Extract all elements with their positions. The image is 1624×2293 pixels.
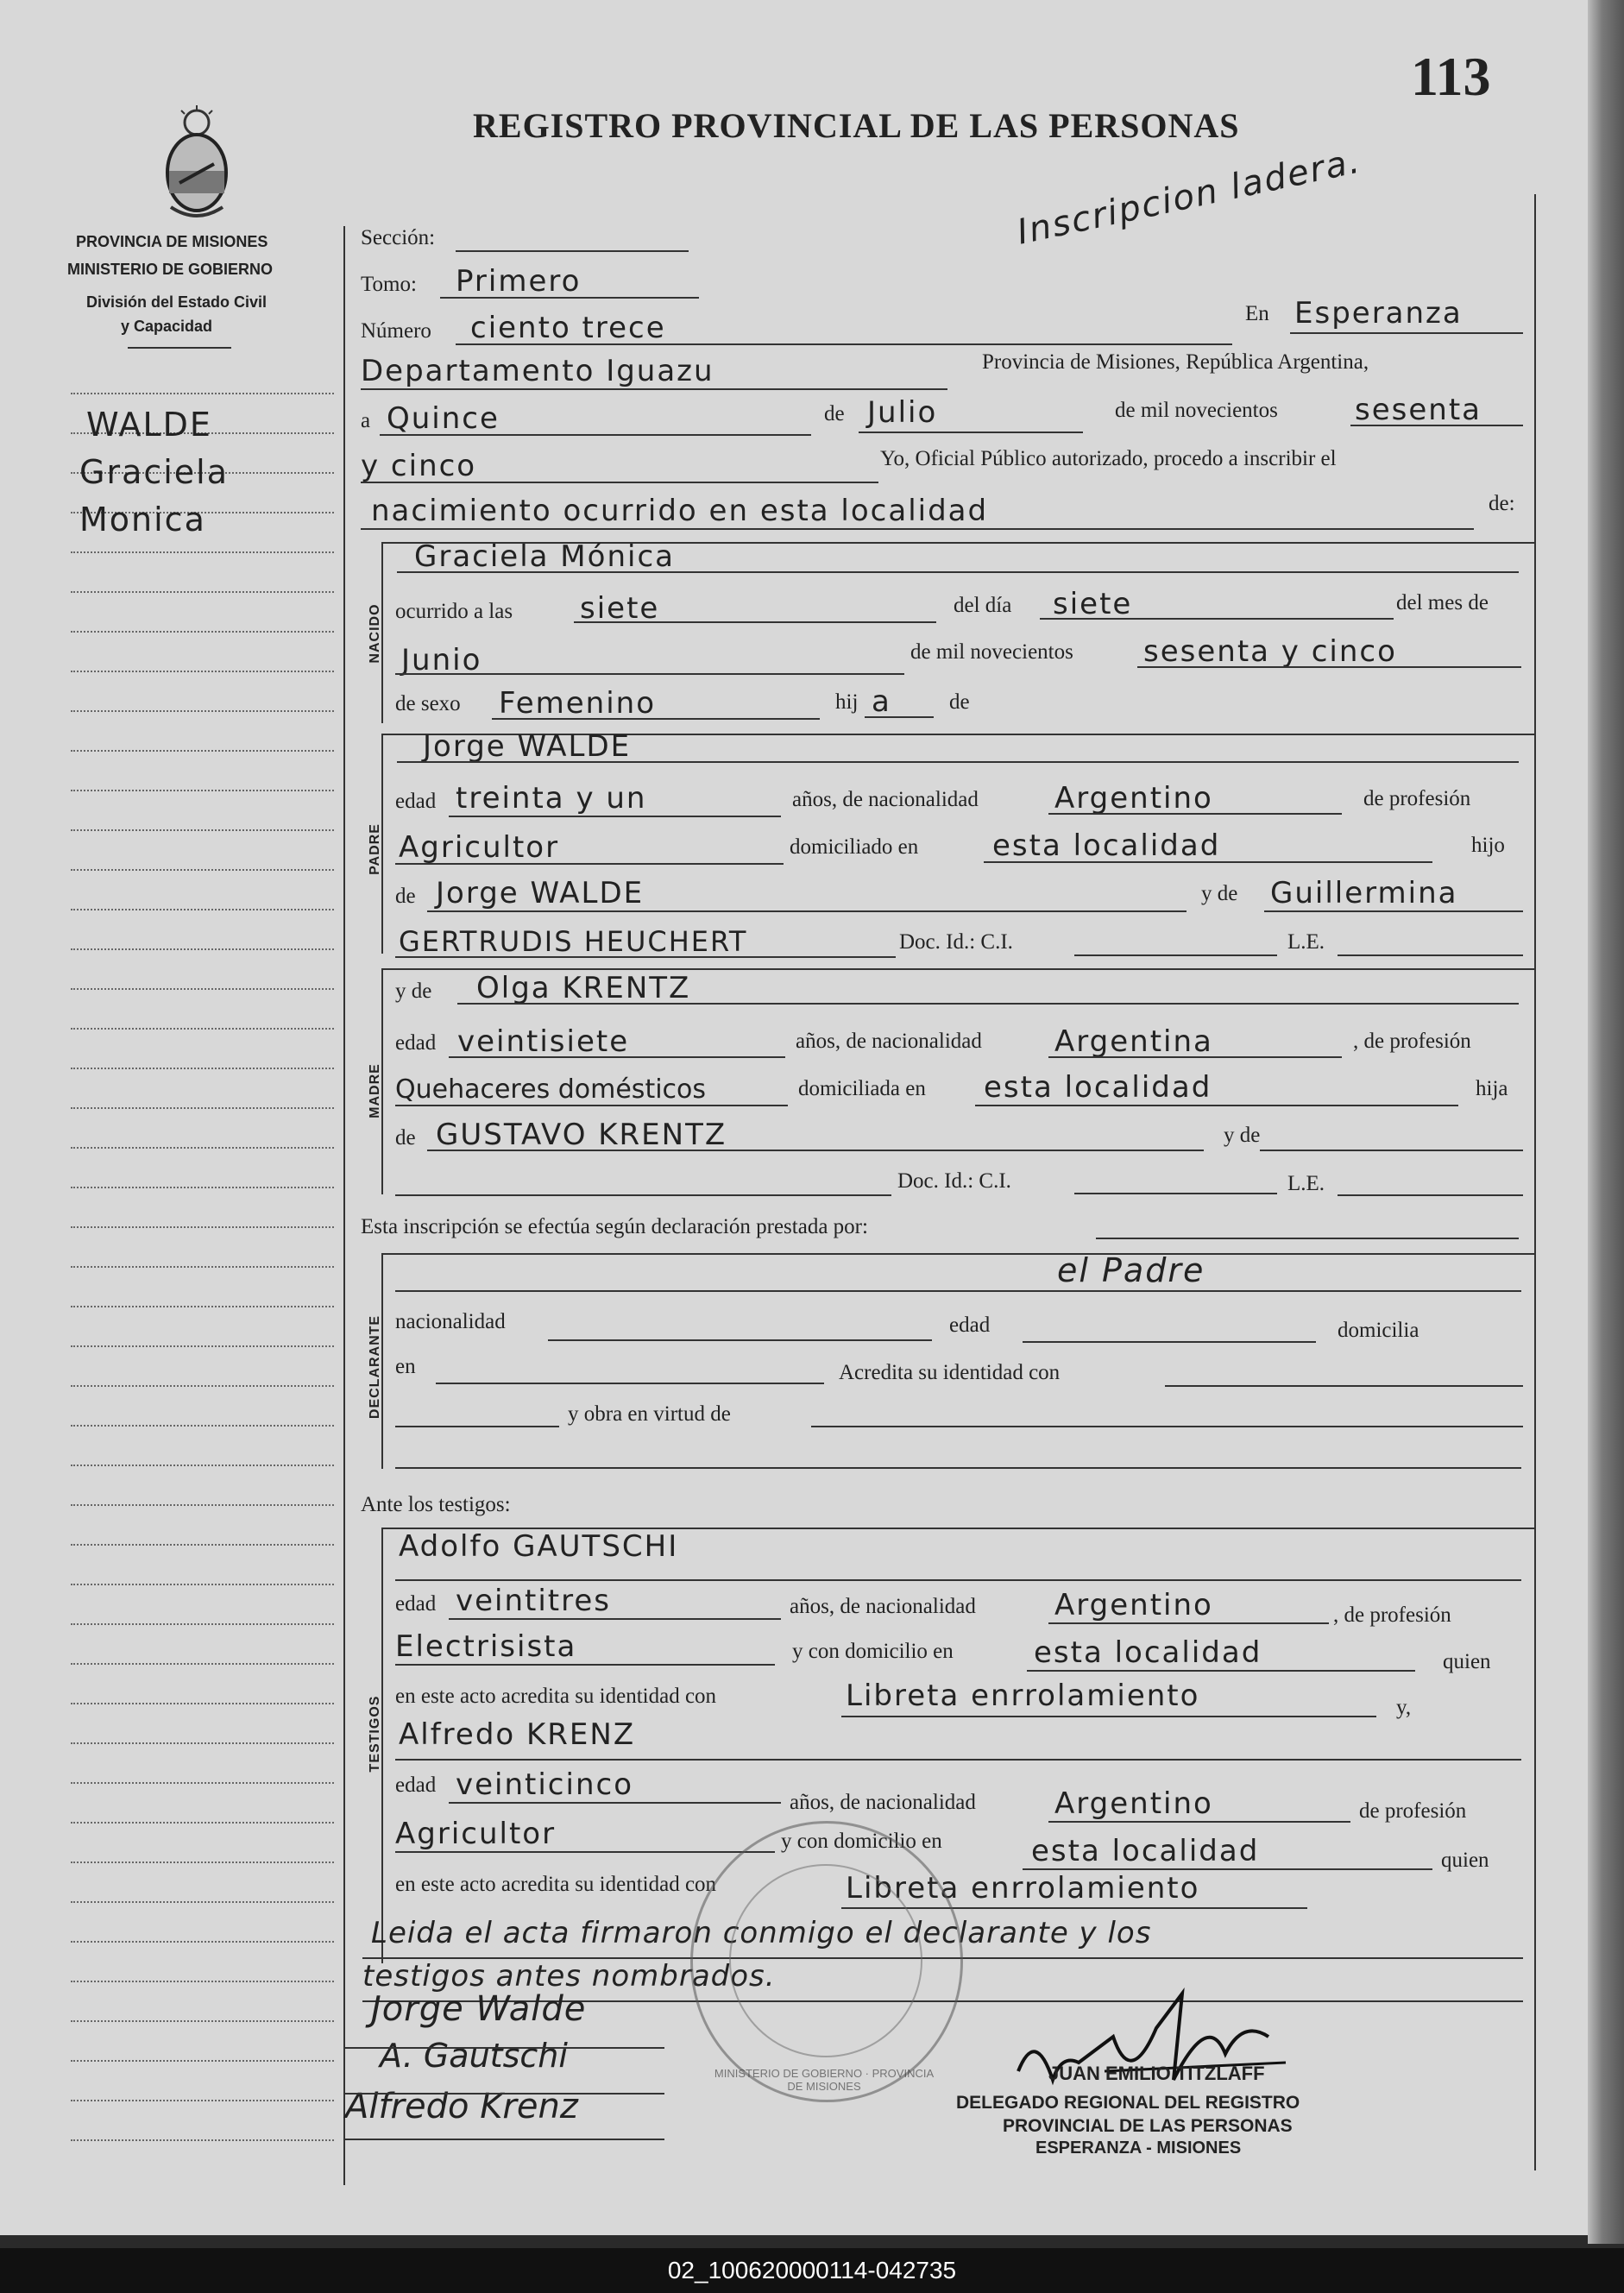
nacido-nombre: Graciela Mónica [414,539,675,574]
testigo1-nombre: Adolfo GAUTSCHI [399,1529,679,1564]
padre-dom-label: domiciliado en [790,835,919,859]
main-frame-right [1534,194,1536,2170]
declarante-en-label: en [395,1355,416,1378]
testigo1-edad-field[interactable] [449,1618,781,1620]
declarante-en-field[interactable] [436,1383,824,1384]
declaracion-intro-field[interactable] [1096,1238,1519,1239]
delmes-label: del mes de [1396,591,1489,614]
firma-rule-3 [345,2139,664,2140]
margin-ruled-line [71,710,334,712]
testigo2-dom-label: y con domicilio en [781,1830,942,1853]
padre-ci-field[interactable] [1074,954,1277,956]
abuela-paterna-field-1[interactable] [1264,910,1523,912]
margin-ruled-line [71,2020,334,2022]
anio-field-1[interactable] [1350,425,1523,426]
cierre-linea-2: testigos antes nombrados. [362,1959,776,1994]
margin-ruled-line [71,790,334,791]
nacido-nombre-field[interactable] [397,571,1519,573]
oficial-cargo-2: PROVINCIAL DE LAS PERSONAS [1003,2116,1293,2136]
testigo2-prof-field[interactable] [395,1851,775,1853]
madre-yde2-label: y de [1224,1124,1261,1147]
declarante-domicilia-label: domicilia [1338,1319,1419,1342]
anio-value-2: y cinco [361,449,477,483]
ocurrido-label: ocurrido a las [395,600,513,623]
milnov-label: de mil novecientos [1115,399,1278,422]
cierre-linea-1: Leida el acta firmaron conmigo el declarante y los [371,1916,1152,1950]
de-label: de [824,402,845,425]
abuela-paterna-2: GERTRUDIS HEUCHERT [399,925,748,958]
padre-prof-label: de profesión [1363,787,1471,810]
testigo2-nombre: Alfredo KRENZ [399,1717,636,1752]
provincia-label: Provincia de Misiones, República Argentina, [982,350,1369,374]
margin-ruled-line [71,1544,334,1546]
margin-ruled-line [71,393,334,394]
testigo2-doc-value: Libreta enrrolamiento [846,1871,1200,1906]
margin-ruled-line [71,1901,334,1903]
margin-ruled-line [71,1742,334,1744]
testigo1-dom-field[interactable] [1027,1670,1415,1672]
margin-ruled-line [71,591,334,593]
madre-dom-field[interactable] [975,1105,1458,1106]
padre-hijo-label: hijo [1471,834,1505,857]
margin-ruled-line [71,551,334,553]
padre-nombre: Jorge WALDE [423,729,632,764]
margin-ruled-line [71,1822,334,1824]
testigo1-prof-field[interactable] [395,1664,775,1666]
declarante-extra-field[interactable] [395,1426,559,1427]
inscription-note: Inscripcion ladera. [1013,141,1365,253]
scan-id: 02_100620000114-042735 [667,2257,957,2284]
margin-ruled-line [71,1266,334,1268]
madre-top-rule [381,968,1534,970]
madre-prof-label: , de profesión [1353,1030,1471,1053]
anio-field-2[interactable] [361,482,878,483]
declarante-quien-field[interactable] [395,1290,1521,1292]
margin-ruled-line [71,1703,334,1704]
hora-value: siete [580,591,660,626]
margin-ruled-line [71,2139,334,2141]
madre-dom-label: domiciliada en [798,1077,926,1100]
declarante-edad-field[interactable] [1023,1341,1316,1343]
madre-nombre: Olga KRENTZ [476,971,691,1005]
oficial-lugar: ESPERANZA - MISIONES [1035,2139,1242,2158]
main-frame-left [343,226,345,2185]
padre-le-field[interactable] [1338,954,1523,956]
padre-yde-label: y de [1201,882,1238,905]
madre-de-label: de [395,1126,416,1150]
margin-surname: WALDE [86,406,212,444]
margin-name-1: Graciela [79,453,230,491]
deldia-label: del día [954,594,1012,617]
hecho-value: nacimiento ocurrido en esta localidad [371,494,989,528]
madre-edad-value: veintisiete [457,1024,630,1059]
declarante-obra-label: y obra en virtud de [568,1402,731,1426]
padre-edad-field[interactable] [449,816,781,817]
departamento-value: Departamento Iguazu [361,354,714,388]
padre-doc-label: Doc. Id.: C.I. [899,930,1013,954]
testigo1-y-label: y, [1396,1696,1412,1719]
numero-label: Número [361,319,431,343]
en-label: En [1245,302,1269,325]
padre-nac-field[interactable] [1048,813,1342,815]
testigo1-nombre-field[interactable] [395,1579,1521,1581]
margin-ruled-line [71,1385,334,1387]
header-rule [128,347,231,349]
margin-ruled-line [71,1028,334,1030]
declarante-obra-field[interactable] [811,1426,1523,1427]
coat-of-arms-icon [154,104,240,224]
margin-ruled-line [71,2060,334,2062]
testigo1-quien-label: quien [1443,1650,1491,1673]
madre-nac-field[interactable] [1048,1056,1342,1058]
madre-nac-label: años, de nacionalidad [796,1030,982,1053]
firma-rule-1 [345,2047,664,2049]
madre-side-label: MADRE [368,1063,382,1118]
testigo1-nac-field[interactable] [1048,1622,1329,1624]
testigo1-doc-field[interactable] [841,1716,1376,1717]
margin-ruled-line [71,1226,334,1228]
nacido-mes-field[interactable] [395,673,904,675]
numero-value: ciento trece [470,311,666,345]
nacido-anio-value: sesenta y cinco [1143,634,1397,669]
madre-hija-label: hija [1476,1077,1508,1100]
sexo-field[interactable] [492,718,820,720]
sexo-value: Femenino [499,686,656,721]
declarante-top-rule [381,1253,1534,1255]
nacido-mes-value: Junio [401,643,482,677]
margin-ruled-line [71,1306,334,1307]
en-field[interactable] [1290,332,1523,334]
madre-nac-value: Argentina [1054,1024,1213,1059]
de-colon-label: de: [1489,492,1515,515]
nacido-milnov-label: de mil novecientos [910,640,1073,664]
testigo2-nac-label: años, de nacionalidad [790,1791,976,1814]
anio-value-1: sesenta [1355,393,1482,427]
margin-ruled-line [71,829,334,831]
padre-nombre-field[interactable] [397,761,1519,763]
official-seal-text: MINISTERIO DE GOBIERNO · PROVINCIA DE MISIONES [714,2067,935,2093]
madre-le-field[interactable] [1338,1194,1523,1196]
margin-ruled-line [71,1584,334,1585]
tomo-field[interactable] [440,297,699,299]
scan-id-bar [0,2248,1624,2293]
division-label: División del Estado Civil [86,293,268,311]
testigo1-edad-value: veintitres [456,1584,612,1618]
hecho-field[interactable] [361,528,1474,530]
madre-prof-value: Quehaceres domésticos [395,1074,707,1105]
margin-ruled-line [71,948,334,950]
padre-de-label: de [395,885,416,908]
book-binding-edge [1588,0,1624,2244]
hij-value: a [872,684,891,719]
declarante-nac-field[interactable] [548,1339,932,1341]
testigo1-doc-value: Libreta enrrolamiento [846,1679,1200,1713]
tomo-value: Primero [456,264,582,299]
dia-value: Quince [387,401,500,436]
ministry-label: MINISTERIO DE GOBIERNO [67,261,274,278]
division-label-2: y Capacidad [121,318,213,335]
padre-nac-value: Argentino [1054,781,1213,816]
abuela-materna-field-2[interactable] [395,1194,891,1196]
testigo2-nac-value: Argentino [1054,1786,1213,1821]
oficial-cargo-1: DELEGADO REGIONAL DEL REGISTRO [956,2093,1300,2113]
abuela-materna-field[interactable] [1260,1150,1523,1151]
testigo1-prof-value: Electrisista [395,1629,577,1664]
testigos-side-label: TESTIGOS [368,1695,382,1773]
nacido-anio-field[interactable] [1137,666,1521,668]
margin-ruled-line [71,909,334,910]
abuelo-materno: GUSTAVO KRENTZ [436,1118,727,1152]
departamento-field[interactable] [361,388,947,390]
abuelo-materno-field[interactable] [427,1150,1204,1151]
padre-dom-value: esta localidad [992,828,1221,863]
en-value: Esperanza [1294,296,1463,331]
margin-ruled-line [71,1147,334,1149]
testigo1-nac-value: Argentino [1054,1588,1213,1622]
testigo2-prof-label: de profesión [1359,1799,1467,1823]
margin-ruled-line [71,750,334,752]
folio-number: 113 [1411,46,1491,107]
abuelo-paterno-field[interactable] [427,910,1187,912]
margin-ruled-line [71,1941,334,1943]
margin-ruled-line [71,2100,334,2101]
margin-ruled-line [71,1504,334,1506]
nacido-side-label: NACIDO [368,603,382,664]
margin-name-2: Monica [79,501,206,539]
seccion-field[interactable] [456,250,689,252]
padre-edad-value: treinta y un [456,781,647,816]
declarante-quien: el Padre [1057,1251,1205,1289]
madre-nombre-field[interactable] [457,1003,1519,1005]
testigo2-edad-value: veinticinco [456,1767,633,1802]
yo-oficial-label: Yo, Oficial Público autorizado, procedo a inscribir el [880,447,1337,470]
nacido-dia-field[interactable] [1040,618,1394,620]
nacido-dia-value: siete [1053,587,1133,621]
margin-ruled-line [71,631,334,633]
tomo-label: Tomo: [361,273,417,296]
madre-edad-field[interactable] [449,1056,785,1058]
hij-field[interactable] [865,716,934,718]
padre-nac-label: años, de nacionalidad [792,788,979,811]
firma-padre: Jorge Walde [371,1989,587,2029]
nacido-de-label: de [949,690,970,714]
margin-ruled-line [71,1861,334,1863]
margin-ruled-line [71,988,334,990]
seccion-label: Sección: [361,226,436,249]
margin-ruled-line [71,1663,334,1665]
testigo1-nac-label: años, de nacionalidad [790,1595,976,1618]
padre-prof-value: Agricultor [399,830,560,865]
official-seal-inner [729,1864,922,2057]
declarante-side-label: DECLARANTE [368,1314,382,1420]
margin-ruled-line [71,1782,334,1784]
abuela-paterna-1: Guillermina [1270,876,1458,910]
margin-ruled-line [71,869,334,871]
testigo1-dom-value: esta localidad [1034,1635,1262,1670]
testigo2-edad-label: edad [395,1773,437,1797]
testigo1-dom-label: y con domicilio en [792,1640,954,1663]
testigo2-acto-label: en este acto acredita su identidad con [395,1873,717,1896]
firma-testigo-2: Alfredo Krenz [345,2087,578,2126]
madre-ci-field[interactable] [1074,1193,1277,1194]
testigo2-prof-value: Agricultor [395,1817,557,1851]
mes-value: Julio [867,395,938,430]
margin-ruled-line [71,671,334,672]
margin-ruled-line [71,1981,334,1982]
abuelo-paterno: Jorge WALDE [436,876,645,910]
declarante-nac-label: nacionalidad [395,1310,506,1333]
oficial-nombre: JUAN EMILIO TITZLAFF [1048,2063,1265,2084]
madre-yde-label: y de [395,980,432,1003]
dia-field[interactable] [380,434,811,436]
a-label: a [361,409,371,432]
testigo2-dom-value: esta localidad [1031,1834,1260,1868]
numero-field[interactable] [456,343,1232,345]
firma-rule-2 [345,2093,664,2095]
margin-ruled-line [71,1345,334,1347]
padre-edad-label: edad [395,790,437,813]
declaracion-intro: Esta inscripción se efectúa según declaración prestada por: [361,1215,868,1238]
madre-dom-value: esta localidad [984,1070,1212,1105]
mes-field[interactable] [859,432,1083,433]
hij-label: hij [835,690,859,714]
document-title: REGISTRO PROVINCIAL DE LAS PERSONAS [473,106,1240,145]
declarante-acredita-field[interactable] [1165,1385,1523,1387]
abuela-paterna-field-2[interactable] [395,956,896,958]
testigo2-quien-label: quien [1441,1849,1489,1872]
testigo2-nombre-field[interactable] [395,1759,1521,1761]
padre-le-label: L.E. [1287,930,1325,954]
testigos-intro: Ante los testigos: [361,1493,511,1516]
testigo1-edad-label: edad [395,1592,437,1616]
oficial-signature-icon [1010,1976,1294,2106]
testigo1-acto-label: en este acto acredita su identidad con [395,1685,717,1708]
testigo2-nac-field[interactable] [1048,1821,1350,1823]
testigo2-edad-field[interactable] [449,1802,781,1804]
margin-ruled-line [71,1068,334,1069]
padre-side-label: PADRE [368,823,382,875]
declarante-obra-field-2[interactable] [395,1467,1521,1469]
madre-le-label: L.E. [1287,1172,1325,1195]
hora-field[interactable] [574,621,936,623]
declarante-acredita-label: Acredita su identidad con [839,1361,1061,1384]
testigo2-dom-field[interactable] [1023,1868,1432,1870]
margin-ruled-line [71,1425,334,1427]
sexo-label: de sexo [395,692,461,715]
margin-ruled-line [71,1187,334,1188]
madre-prof-field[interactable] [395,1105,788,1106]
margin-ruled-line [71,1623,334,1625]
margin-ruled-line [71,1465,334,1466]
padre-dom-field[interactable] [984,861,1432,863]
firma-testigo-1: A. Gautschi [380,2037,568,2075]
declarante-edad-label: edad [949,1313,991,1337]
madre-edad-label: edad [395,1031,437,1055]
padre-prof-field[interactable] [395,863,784,865]
madre-doc-label: Doc. Id.: C.I. [897,1169,1011,1193]
margin-ruled-line [71,1107,334,1109]
province-label: PROVINCIA DE MISIONES [76,233,268,250]
testigo1-prof-label: , de profesión [1333,1603,1451,1627]
